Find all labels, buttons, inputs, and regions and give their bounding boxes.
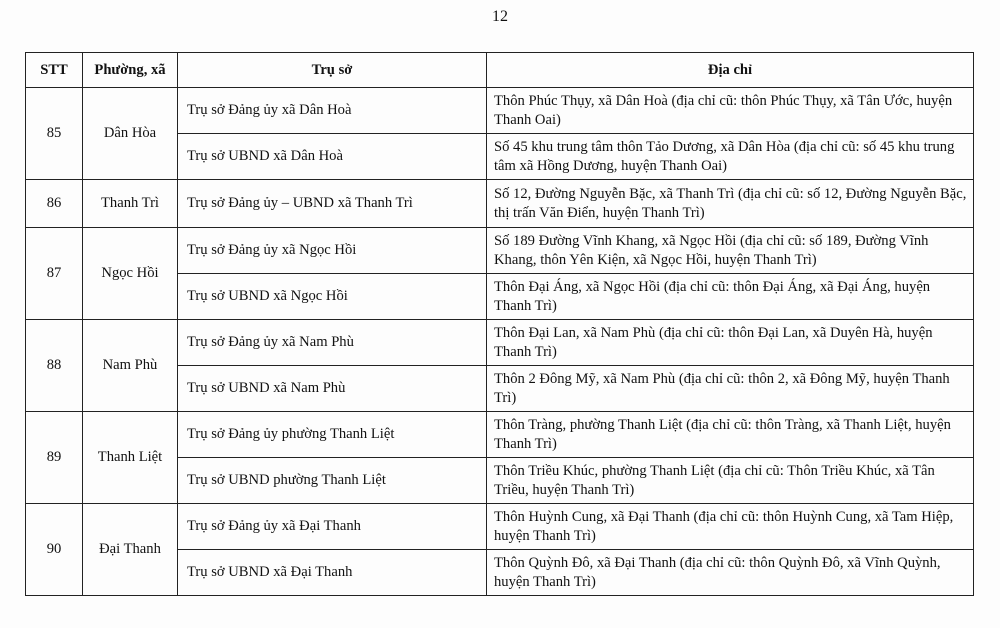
cell-ward: Thanh Trì [83,180,178,228]
table-body [26,88,974,596]
cell-stt: 89 [26,412,83,504]
table-row [26,504,974,550]
header-address: Địa chỉ [487,53,974,88]
table-row [26,412,974,458]
cell-office: Trụ sở Đảng ủy xã Dân Hoà [178,88,487,134]
header-office: Trụ sở [178,53,487,88]
cell-office: Trụ sở UBND xã Ngọc Hồi [178,274,487,320]
cell-ward: Nam Phù [83,320,178,412]
table-row [26,320,974,366]
office-address-table [25,52,974,596]
cell-office: Trụ sở UBND phường Thanh Liệt [178,458,487,504]
cell-address: Số 189 Đường Vĩnh Khang, xã Ngọc Hồi (địa chỉ cũ: số 189, Đường Vĩnh Khang, thôn Yên Kiện, xã Ngọc Hồi, huyện Thanh Trì) [487,228,974,274]
cell-ward: Đại Thanh [83,504,178,596]
cell-stt: 85 [26,88,83,180]
cell-address: Thôn Quỳnh Đô, xã Đại Thanh (địa chỉ cũ: thôn Quỳnh Đô, xã Vĩnh Quỳnh, huyện Thanh Trì) [487,550,974,596]
table-row [26,228,974,274]
cell-address: Thôn Đại Áng, xã Ngọc Hồi (địa chỉ cũ: thôn Đại Áng, xã Đại Áng, huyện Thanh Trì) [487,274,974,320]
cell-office: Trụ sở Đảng ủy – UBND xã Thanh Trì [178,180,487,228]
cell-office: Trụ sở Đảng ủy xã Ngọc Hồi [178,228,487,274]
header-stt: STT [26,53,83,88]
cell-address: Số 45 khu trung tâm thôn Tảo Dương, xã Dân Hòa (địa chỉ cũ: số 45 khu trung tâm xã Hồng Dương, huyện Thanh Oai) [487,134,974,180]
cell-office: Trụ sở UBND xã Dân Hoà [178,134,487,180]
cell-office: Trụ sở UBND xã Nam Phù [178,366,487,412]
cell-address: Thôn Tràng, phường Thanh Liệt (địa chỉ cũ: thôn Tràng, xã Thanh Liệt, huyện Thanh Trì) [487,412,974,458]
cell-stt: 88 [26,320,83,412]
cell-office: Trụ sở Đảng ủy xã Nam Phù [178,320,487,366]
cell-office: Trụ sở Đảng ủy phường Thanh Liệt [178,412,487,458]
table-row [26,180,974,228]
cell-office: Trụ sở UBND xã Đại Thanh [178,550,487,596]
header-ward: Phường, xã [83,53,178,88]
cell-address: Thôn Triều Khúc, phường Thanh Liệt (địa chỉ cũ: Thôn Triều Khúc, xã Tân Triều, huyện Thanh Trì) [487,458,974,504]
cell-ward: Thanh Liệt [83,412,178,504]
table-row [26,88,974,134]
cell-address: Thôn Đại Lan, xã Nam Phù (địa chỉ cũ: thôn Đại Lan, xã Duyên Hà, huyện Thanh Trì) [487,320,974,366]
cell-office: Trụ sở Đảng ủy xã Đại Thanh [178,504,487,550]
page-number: 12 [492,8,508,25]
table-header-row [26,53,974,88]
cell-address: Thôn 2 Đông Mỹ, xã Nam Phù (địa chỉ cũ: thôn 2, xã Đông Mỹ, huyện Thanh Trì) [487,366,974,412]
cell-stt: 90 [26,504,83,596]
cell-address: Thôn Phúc Thụy, xã Dân Hoà (địa chỉ cũ: thôn Phúc Thụy, xã Tân Ước, huyện Thanh Oai) [487,88,974,134]
cell-address: Thôn Huỳnh Cung, xã Đại Thanh (địa chỉ cũ: thôn Huỳnh Cung, xã Tam Hiệp, huyện Thanh Trì) [487,504,974,550]
cell-stt: 87 [26,228,83,320]
cell-ward: Dân Hòa [83,88,178,180]
cell-ward: Ngọc Hồi [83,228,178,320]
cell-address: Số 12, Đường Nguyễn Bặc, xã Thanh Trì (địa chỉ cũ: số 12, Đường Nguyễn Bặc, thị trấn Văn Điển, huyện Thanh Trì) [487,180,974,228]
cell-stt: 86 [26,180,83,228]
